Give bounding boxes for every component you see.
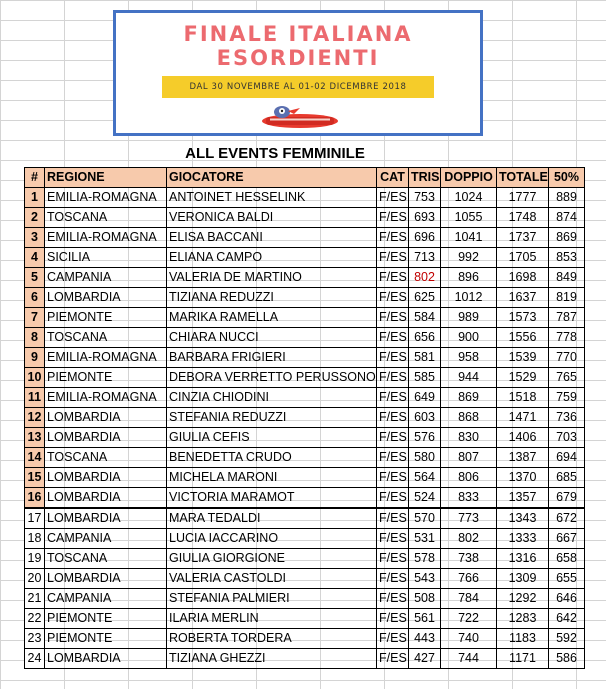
- totale-cell: 1748: [497, 208, 549, 228]
- tris-cell: 656: [409, 328, 441, 348]
- doppio-cell: 989: [441, 308, 497, 328]
- p50-cell: 679: [549, 488, 585, 509]
- table-row: [25, 228, 585, 248]
- giocatore-cell: GIULIA GIORGIONE: [167, 549, 377, 569]
- regione-cell: LOMBARDIA: [45, 508, 167, 529]
- p50-cell: 685: [549, 468, 585, 488]
- doppio-cell: 802: [441, 529, 497, 549]
- regione-cell: EMILIA-ROMAGNA: [45, 188, 167, 208]
- doppio-cell: 896: [441, 268, 497, 288]
- p50-cell: 874: [549, 208, 585, 228]
- p50-cell: 703: [549, 428, 585, 448]
- doppio-cell: 1024: [441, 188, 497, 208]
- giocatore-cell: VERONICA BALDI: [167, 208, 377, 228]
- totale-cell: 1370: [497, 468, 549, 488]
- totale-cell: 1333: [497, 529, 549, 549]
- tris-cell: 564: [409, 468, 441, 488]
- event-dates: DAL 30 NOVEMBRE AL 01-02 DICEMBRE 2018: [162, 76, 434, 98]
- rank-cell: 11: [25, 388, 45, 408]
- doppio-cell: 766: [441, 569, 497, 589]
- giocatore-cell: ROBERTA TORDERA: [167, 629, 377, 649]
- cat-cell: F/ES: [377, 428, 409, 448]
- cat-cell: F/ES: [377, 569, 409, 589]
- giocatore-cell: VALERIA CASTOLDI: [167, 569, 377, 589]
- doppio-cell: 784: [441, 589, 497, 609]
- sheet-title: ALL EVENTS FEMMINILE: [185, 145, 365, 162]
- totale-cell: 1556: [497, 328, 549, 348]
- tris-cell: 603: [409, 408, 441, 428]
- totale-cell: 1343: [497, 508, 549, 529]
- rank-cell: 16: [25, 488, 45, 509]
- banner-title-line1: FINALE ITALIANA: [183, 22, 413, 46]
- rank-cell: 17: [25, 508, 45, 529]
- totale-cell: 1309: [497, 569, 549, 589]
- totale-cell: 1471: [497, 408, 549, 428]
- rank-cell: 3: [25, 228, 45, 248]
- regione-cell: TOSCANA: [45, 328, 167, 348]
- col-header-cat: CAT: [377, 168, 409, 188]
- table-row: [25, 188, 585, 208]
- tris-cell: 543: [409, 569, 441, 589]
- giocatore-cell: VICTORIA MARAMOT: [167, 488, 377, 509]
- p50-cell: 586: [549, 649, 585, 669]
- doppio-cell: 740: [441, 629, 497, 649]
- p50-cell: 592: [549, 629, 585, 649]
- totale-cell: 1283: [497, 609, 549, 629]
- regione-cell: LOMBARDIA: [45, 468, 167, 488]
- col-header-totale: TOTALE: [497, 168, 549, 188]
- tris-cell: 524: [409, 488, 441, 509]
- tris-cell: 753: [409, 188, 441, 208]
- giocatore-cell: ANTOINET HESSELINK: [167, 188, 377, 208]
- cat-cell: F/ES: [377, 609, 409, 629]
- doppio-cell: 1041: [441, 228, 497, 248]
- giocatore-cell: CINZIA CHIODINI: [167, 388, 377, 408]
- regione-cell: SICILIA: [45, 248, 167, 268]
- giocatore-cell: MARIKA RAMELLA: [167, 308, 377, 328]
- totale-cell: 1406: [497, 428, 549, 448]
- rank-cell: 19: [25, 549, 45, 569]
- doppio-cell: 830: [441, 428, 497, 448]
- giocatore-cell: MICHELA MARONI: [167, 468, 377, 488]
- doppio-cell: 773: [441, 508, 497, 529]
- p50-cell: 869: [549, 228, 585, 248]
- regione-cell: LOMBARDIA: [45, 569, 167, 589]
- col-header-rank: #: [25, 168, 45, 188]
- rank-cell: 10: [25, 368, 45, 388]
- regione-cell: EMILIA-ROMAGNA: [45, 388, 167, 408]
- totale-cell: 1171: [497, 649, 549, 669]
- cat-cell: F/ES: [377, 549, 409, 569]
- rank-cell: 12: [25, 408, 45, 428]
- p50-cell: 672: [549, 508, 585, 529]
- table-row: [25, 368, 585, 388]
- rank-cell: 13: [25, 428, 45, 448]
- rank-cell: 6: [25, 288, 45, 308]
- regione-cell: PIEMONTE: [45, 609, 167, 629]
- table-row: [25, 529, 585, 549]
- doppio-cell: 869: [441, 388, 497, 408]
- table-row: [25, 649, 585, 669]
- p50-cell: 642: [549, 609, 585, 629]
- col-header-tris: TRIS: [409, 168, 441, 188]
- tris-cell: 581: [409, 348, 441, 368]
- p50-cell: 853: [549, 248, 585, 268]
- table-row: [25, 248, 585, 268]
- regione-cell: LOMBARDIA: [45, 288, 167, 308]
- giocatore-cell: DEBORA VERRETTO PERUSSONO: [167, 368, 377, 388]
- doppio-cell: 958: [441, 348, 497, 368]
- tris-cell: 531: [409, 529, 441, 549]
- doppio-cell: 744: [441, 649, 497, 669]
- regione-cell: LOMBARDIA: [45, 488, 167, 509]
- giocatore-cell: CHIARA NUCCI: [167, 328, 377, 348]
- totale-cell: 1387: [497, 448, 549, 468]
- p50-cell: 667: [549, 529, 585, 549]
- rank-cell: 14: [25, 448, 45, 468]
- table-row: [25, 589, 585, 609]
- table-row: [25, 348, 585, 368]
- col-header-regione: REGIONE: [45, 168, 167, 188]
- doppio-cell: 992: [441, 248, 497, 268]
- rank-cell: 8: [25, 328, 45, 348]
- rank-cell: 20: [25, 569, 45, 589]
- giocatore-cell: TIZIANA REDUZZI: [167, 288, 377, 308]
- p50-cell: 778: [549, 328, 585, 348]
- totale-cell: 1637: [497, 288, 549, 308]
- doppio-cell: 807: [441, 448, 497, 468]
- rank-cell: 18: [25, 529, 45, 549]
- tris-cell: 443: [409, 629, 441, 649]
- totale-cell: 1183: [497, 629, 549, 649]
- cat-cell: F/ES: [377, 228, 409, 248]
- totale-cell: 1518: [497, 388, 549, 408]
- cat-cell: F/ES: [377, 368, 409, 388]
- cat-cell: F/ES: [377, 649, 409, 669]
- regione-cell: TOSCANA: [45, 549, 167, 569]
- tris-cell: 802: [409, 268, 441, 288]
- rank-cell: 1: [25, 188, 45, 208]
- rank-cell: 2: [25, 208, 45, 228]
- tris-cell: 693: [409, 208, 441, 228]
- cat-cell: F/ES: [377, 468, 409, 488]
- giocatore-cell: ILARIA MERLIN: [167, 609, 377, 629]
- p50-cell: 694: [549, 448, 585, 468]
- cat-cell: F/ES: [377, 408, 409, 428]
- totale-cell: 1698: [497, 268, 549, 288]
- p50-cell: 646: [549, 589, 585, 609]
- cat-cell: F/ES: [377, 589, 409, 609]
- table-row: [25, 308, 585, 328]
- totale-cell: 1705: [497, 248, 549, 268]
- regione-cell: LOMBARDIA: [45, 428, 167, 448]
- regione-cell: CAMPANIA: [45, 589, 167, 609]
- table-row: [25, 549, 585, 569]
- totale-cell: 1737: [497, 228, 549, 248]
- rank-cell: 21: [25, 589, 45, 609]
- table-row: [25, 388, 585, 408]
- table-row: [25, 488, 585, 509]
- table-header-row: [25, 168, 585, 188]
- col-header-doppio: DOPPIO: [441, 168, 497, 188]
- giocatore-cell: ELISA BACCANI: [167, 228, 377, 248]
- rank-cell: 9: [25, 348, 45, 368]
- event-banner: [113, 10, 483, 136]
- doppio-cell: 944: [441, 368, 497, 388]
- p50-cell: 658: [549, 549, 585, 569]
- table-row: [25, 428, 585, 448]
- giocatore-cell: BARBARA FRIGIERI: [167, 348, 377, 368]
- col-header-giocatore: GIOCATORE: [167, 168, 377, 188]
- giocatore-cell: MARA TEDALDI: [167, 508, 377, 529]
- table-row: [25, 408, 585, 428]
- cat-cell: F/ES: [377, 508, 409, 529]
- totale-cell: 1316: [497, 549, 549, 569]
- rank-cell: 5: [25, 268, 45, 288]
- doppio-cell: 833: [441, 488, 497, 509]
- regione-cell: CAMPANIA: [45, 529, 167, 549]
- doppio-cell: 900: [441, 328, 497, 348]
- regione-cell: PIEMONTE: [45, 368, 167, 388]
- giocatore-cell: LUCIA IACCARINO: [167, 529, 377, 549]
- rank-cell: 15: [25, 468, 45, 488]
- p50-cell: 655: [549, 569, 585, 589]
- doppio-cell: 868: [441, 408, 497, 428]
- p50-cell: 770: [549, 348, 585, 368]
- p50-cell: 759: [549, 388, 585, 408]
- regione-cell: LOMBARDIA: [45, 408, 167, 428]
- tris-cell: 585: [409, 368, 441, 388]
- rank-cell: 24: [25, 649, 45, 669]
- cat-cell: F/ES: [377, 188, 409, 208]
- cat-cell: F/ES: [377, 629, 409, 649]
- doppio-cell: 1012: [441, 288, 497, 308]
- table-row: [25, 208, 585, 228]
- regione-cell: CAMPANIA: [45, 268, 167, 288]
- tris-cell: 713: [409, 248, 441, 268]
- regione-cell: TOSCANA: [45, 448, 167, 468]
- totale-cell: 1292: [497, 589, 549, 609]
- tris-cell: 625: [409, 288, 441, 308]
- cat-cell: F/ES: [377, 488, 409, 509]
- doppio-cell: 722: [441, 609, 497, 629]
- p50-cell: 819: [549, 288, 585, 308]
- col-header-50: 50%: [549, 168, 585, 188]
- tris-cell: 696: [409, 228, 441, 248]
- cat-cell: F/ES: [377, 448, 409, 468]
- totale-cell: 1357: [497, 488, 549, 509]
- tris-cell: 561: [409, 609, 441, 629]
- regione-cell: TOSCANA: [45, 208, 167, 228]
- tris-cell: 427: [409, 649, 441, 669]
- regione-cell: EMILIA-ROMAGNA: [45, 228, 167, 248]
- bowling-logo: [260, 105, 340, 129]
- doppio-cell: 738: [441, 549, 497, 569]
- regione-cell: PIEMONTE: [45, 629, 167, 649]
- doppio-cell: 1055: [441, 208, 497, 228]
- tris-cell: 570: [409, 508, 441, 529]
- doppio-cell: 806: [441, 468, 497, 488]
- cat-cell: F/ES: [377, 328, 409, 348]
- rank-cell: 4: [25, 248, 45, 268]
- p50-cell: 889: [549, 188, 585, 208]
- p50-cell: 849: [549, 268, 585, 288]
- giocatore-cell: VALERIA DE MARTINO: [167, 268, 377, 288]
- rank-cell: 7: [25, 308, 45, 328]
- giocatore-cell: STEFANIA REDUZZI: [167, 408, 377, 428]
- table-row: [25, 448, 585, 468]
- p50-cell: 787: [549, 308, 585, 328]
- tris-cell: 576: [409, 428, 441, 448]
- rank-cell: 23: [25, 629, 45, 649]
- table-row: [25, 268, 585, 288]
- totale-cell: 1573: [497, 308, 549, 328]
- tris-cell: 580: [409, 448, 441, 468]
- tris-cell: 578: [409, 549, 441, 569]
- table-row: [25, 629, 585, 649]
- cat-cell: F/ES: [377, 388, 409, 408]
- table-row: [25, 288, 585, 308]
- regione-cell: PIEMONTE: [45, 308, 167, 328]
- cat-cell: F/ES: [377, 288, 409, 308]
- cat-cell: F/ES: [377, 268, 409, 288]
- cat-cell: F/ES: [377, 529, 409, 549]
- giocatore-cell: TIZIANA GHEZZI: [167, 649, 377, 669]
- tris-cell: 584: [409, 308, 441, 328]
- table-row: [25, 328, 585, 348]
- table-row: [25, 468, 585, 488]
- cat-cell: F/ES: [377, 348, 409, 368]
- p50-cell: 765: [549, 368, 585, 388]
- tris-cell: 649: [409, 388, 441, 408]
- regione-cell: EMILIA-ROMAGNA: [45, 348, 167, 368]
- regione-cell: LOMBARDIA: [45, 649, 167, 669]
- p50-cell: 736: [549, 408, 585, 428]
- rank-cell: 22: [25, 609, 45, 629]
- cat-cell: F/ES: [377, 248, 409, 268]
- cat-cell: F/ES: [377, 308, 409, 328]
- totale-cell: 1539: [497, 348, 549, 368]
- giocatore-cell: STEFANIA PALMIERI: [167, 589, 377, 609]
- totale-cell: 1777: [497, 188, 549, 208]
- tris-cell: 508: [409, 589, 441, 609]
- table-row: [25, 609, 585, 629]
- giocatore-cell: GIULIA CEFIS: [167, 428, 377, 448]
- table-row: [25, 569, 585, 589]
- banner-title-line2: ESORDIENTI: [216, 46, 380, 70]
- totale-cell: 1529: [497, 368, 549, 388]
- table-row: [25, 508, 585, 529]
- standings-table: [24, 167, 585, 669]
- giocatore-cell: ELIANA CAMPO: [167, 248, 377, 268]
- cat-cell: F/ES: [377, 208, 409, 228]
- giocatore-cell: BENEDETTA CRUDO: [167, 448, 377, 468]
